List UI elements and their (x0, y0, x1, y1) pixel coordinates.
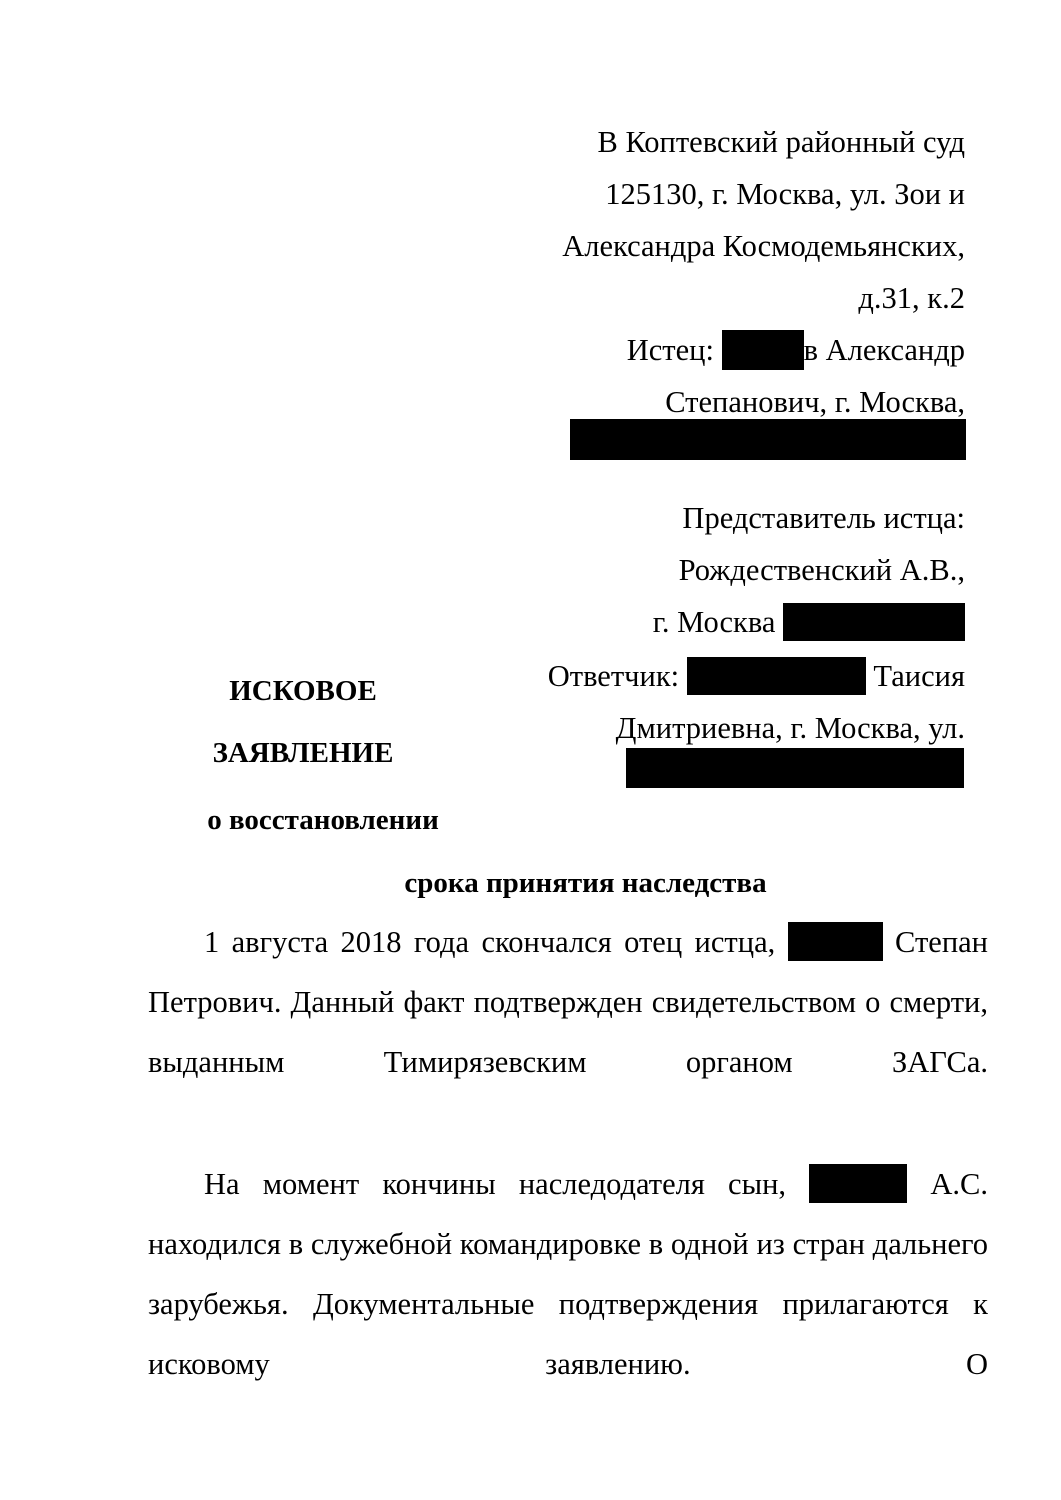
body-paragraph-1 (148, 912, 988, 1152)
plaintiff-address-redaction-bar (570, 419, 966, 460)
defendant-block (455, 650, 965, 754)
plaintiff-given-name: в Александр (803, 333, 965, 367)
defendant-surname-redaction-bar (687, 657, 866, 695)
paragraph-2-text-before-redaction: На момент кончины наследодателя сын, (204, 1167, 787, 1201)
court-address-line-1: 125130, г. Москва, ул. Зои и (605, 177, 965, 211)
defendant-address-redaction-bar (626, 748, 964, 788)
court-address-line-3: д.31, к.2 (858, 281, 965, 315)
deceased-surname-redaction-bar (788, 922, 883, 961)
document-body (148, 912, 988, 1454)
court-address-block (470, 116, 965, 324)
defendant-patronymic-city-line: Дмитриевна, г. Москва, ул. (615, 711, 965, 745)
defendant-name-line (455, 650, 965, 702)
defendant-label: Ответчик: (547, 659, 680, 693)
paragraph-1-text-after-redaction: Степан Петрович. Данный факт подтвержден свидетельством о смерти, выданным Тимирязевским органом ЗАГСа. (148, 925, 989, 1079)
plaintiff-label: Истец: (626, 333, 714, 367)
plaintiff-patronymic-city-line: Степанович, г. Москва, (665, 385, 965, 419)
representative-label: Представитель истца: (682, 501, 965, 535)
representative-city: г. Москва (652, 605, 776, 639)
paragraph-1-text-before-redaction: 1 августа 2018 года скончался отец истца, (204, 925, 776, 959)
document-subtitle-line-1: о восстановлении (207, 804, 439, 836)
body-paragraph-2 (148, 1154, 988, 1454)
document-title-line-1: ИСКОВОЕ (229, 675, 377, 707)
court-name-line: В Коптевский районный суд (597, 125, 965, 159)
representative-address-redaction-bar (783, 603, 965, 641)
representative-name (470, 544, 965, 596)
paragraph-2-text-after-redaction: А.С. находился в служебной командировке в одной из стран дальнего зарубежья. Документальные подтверждения прилагаются к исковому заявлению. О (148, 1167, 988, 1381)
son-surname-redaction-bar (809, 1164, 907, 1203)
defendant-given-name: Таисия (873, 659, 965, 693)
document-title-line-2: ЗАЯВЛЕНИЕ (212, 737, 394, 769)
plaintiff-name-line (470, 324, 965, 376)
representative-city-line (470, 596, 965, 648)
plaintiff-surname-redaction-bar (722, 330, 804, 370)
plaintiff-block (470, 324, 965, 428)
representative-name-text: Рождественский А.В. (678, 553, 958, 587)
representative-name-comma: , (957, 553, 965, 587)
document-subtitle-line-2: срока принятия наследства (404, 867, 767, 899)
court-address-line-2: Александра Космодемьянских, (562, 229, 965, 263)
representative-block (470, 492, 965, 648)
document-title (148, 660, 458, 784)
